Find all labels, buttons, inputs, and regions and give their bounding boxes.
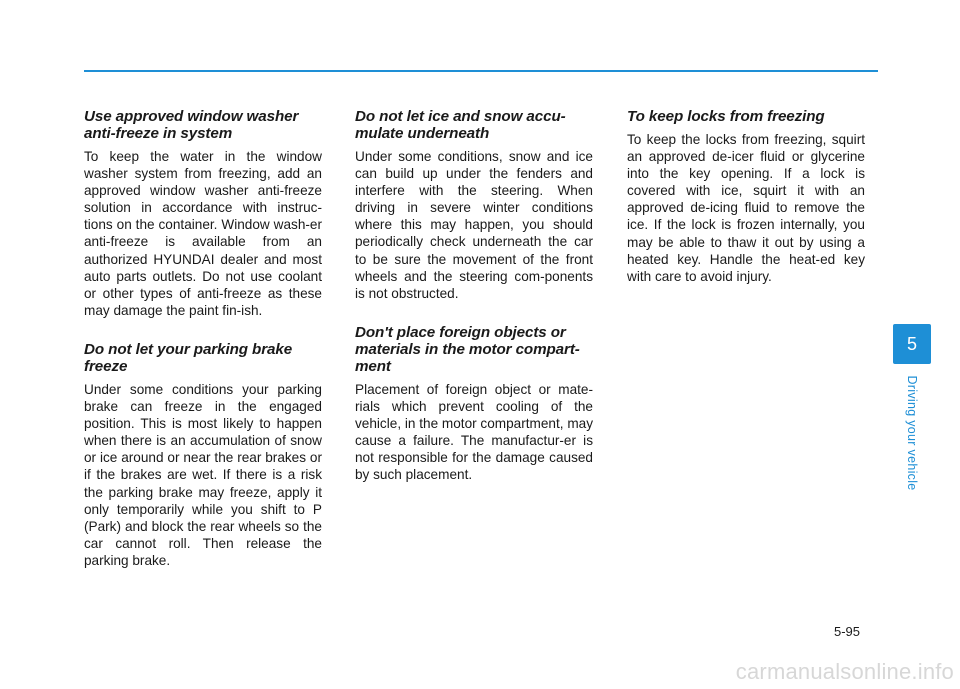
- chapter-tab: 5: [893, 324, 931, 364]
- section-title: Do not let your parking brake freeze: [84, 340, 293, 375]
- section-title: To keep locks from freezing: [627, 108, 825, 125]
- watermark: carmanualsonline.info: [735, 659, 954, 684]
- section-title: Do not let ice and snow accu-mulate underneath: [355, 108, 566, 142]
- section-body: Under some conditions your parking brake can freeze in the engaged position. This is most likely to happen when there is an accumulation of snow or ice around or near the rear brakes or if the brakes are wet. If there is a risk the parking brake may freeze, apply it only temporarily while you shift to P (Park) and block the rear wheels so the car cannot roll. Then release the parking brake.: [84, 381, 322, 568]
- header-rule: [84, 70, 878, 72]
- section-body: Under some conditions, snow and ice can build up under the fenders and interfere with the steering. When driving in severe winter conditions where this may happen, you should periodically check underneath the car to be sure the movement of the front wheels and the steering com-ponents is not obstructed.: [355, 149, 593, 301]
- section-washer-antifreeze: [84, 108, 322, 319]
- section-parking-brake: [84, 341, 322, 569]
- section-ice-snow-underneath: [355, 108, 593, 302]
- column-2: [355, 108, 593, 505]
- column-3: [627, 108, 865, 307]
- section-body: To keep the locks from freezing, squirt an approved de-icer fluid or glycerine into the key opening. If a lock is covered with ice, squirt it with an approved de-icing fluid to remove the ice. If the lock is frozen internally, you may be able to thaw it out by using a heated key. Handle the heat-ed key with care to avoid injury.: [627, 132, 865, 284]
- chapter-label: Driving your vehicle: [905, 375, 919, 491]
- section-body: Placement of foreign object or mate-rials which prevent cooling of the vehicle, in the motor compartment, may cause a failure. The manufactur-er is not responsible for the damage caused by such placement.: [355, 381, 593, 483]
- section-body: To keep the water in the window washer system from freezing, add an approved window washer anti-freeze solution in accordance with instruc-tions on the container. Window wash-er anti-freeze is available from an authorized HYUNDAI dealer and most auto parts outlets. Do not use coolant or other types of anti-freeze as these may damage the paint fin-ish.: [84, 149, 322, 318]
- section-title: Use approved window washer anti-freeze in system: [84, 108, 299, 142]
- section-foreign-objects: [355, 324, 593, 484]
- column-1: [84, 108, 322, 591]
- page-number: 5-95: [833, 624, 860, 639]
- section-title: Don't place foreign objects or materials in the motor compart-ment: [355, 323, 580, 375]
- section-locks-freezing: [627, 108, 865, 285]
